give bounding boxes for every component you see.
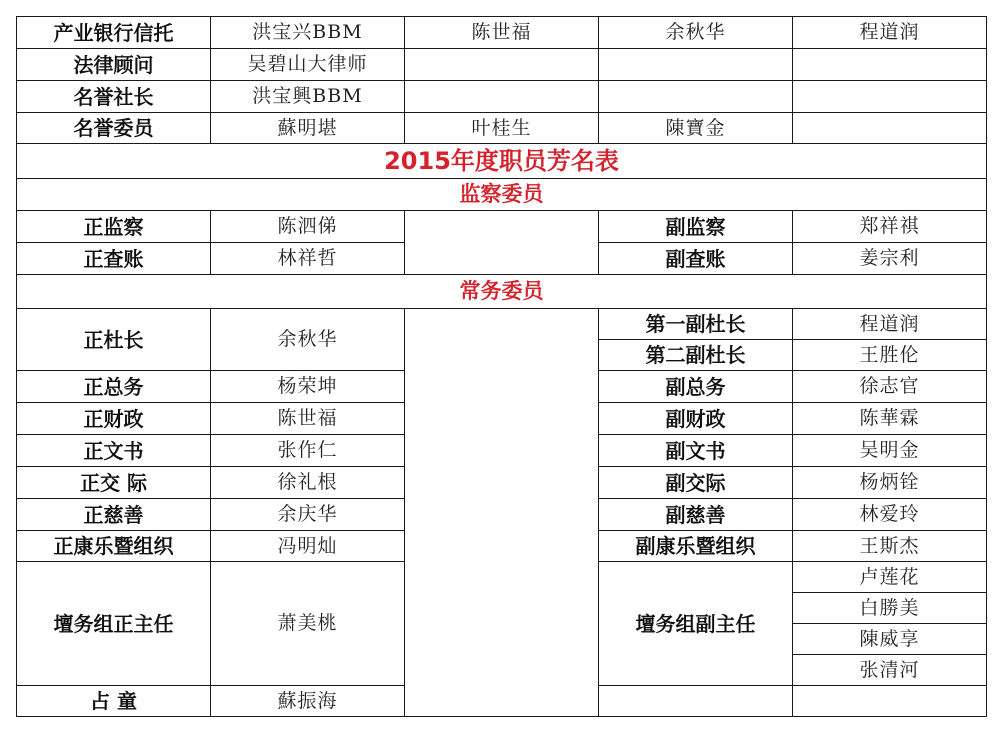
- name-cell: 吴碧山大律师: [211, 49, 405, 81]
- role-label: 副监察: [599, 211, 793, 243]
- role-label: 正杜长: [17, 309, 211, 371]
- name-cell: [793, 81, 987, 113]
- name-cell: 余庆华: [211, 499, 405, 531]
- name-cell: [599, 81, 793, 113]
- name-cell: 陈華霖: [793, 403, 987, 435]
- name-cell: 洪宝興BBM: [211, 81, 405, 113]
- name-cell: 陳寶金: [599, 113, 793, 144]
- name-cell: 蘇明堪: [211, 113, 405, 144]
- role-label: 正总务: [17, 371, 211, 403]
- section-heading-standing: 常务委员: [17, 275, 987, 309]
- row-label: 产业银行信托: [17, 17, 211, 49]
- empty-cell: [793, 686, 987, 717]
- name-cell: 郑祥祺: [793, 211, 987, 243]
- name-cell: 林祥哲: [211, 243, 405, 275]
- name-cell: 程道润: [793, 309, 987, 340]
- name-cell: 陈世福: [211, 403, 405, 435]
- role-label: 正康乐暨组织: [17, 531, 211, 562]
- empty-cell: [405, 211, 599, 275]
- name-cell: 程道润: [793, 17, 987, 49]
- table-row: [17, 17, 987, 49]
- name-cell: [405, 81, 599, 113]
- empty-cell: [599, 686, 793, 717]
- name-cell: 陈泗俤: [211, 211, 405, 243]
- name-cell: [599, 49, 793, 81]
- roster-table: [16, 16, 987, 717]
- role-label: 副总务: [599, 371, 793, 403]
- name-cell: 王胜伦: [793, 340, 987, 371]
- table-row: [17, 309, 987, 340]
- page-title: 2015年度职员芳名表: [17, 144, 987, 179]
- table-row: [17, 49, 987, 81]
- name-cell: 姜宗利: [793, 243, 987, 275]
- table-row: [17, 211, 987, 243]
- role-label: 壇务组正主任: [17, 562, 211, 686]
- name-cell: 林爱玲: [793, 499, 987, 531]
- name-cell: 陈世福: [405, 17, 599, 49]
- role-label: 正财政: [17, 403, 211, 435]
- table-row: [17, 81, 987, 113]
- name-cell: 余秋华: [599, 17, 793, 49]
- role-label: 正监察: [17, 211, 211, 243]
- name-cell: 萧美桃: [211, 562, 405, 686]
- role-label: 正查账: [17, 243, 211, 275]
- role-label: 占 童: [17, 686, 211, 717]
- row-label: 法律顾问: [17, 49, 211, 81]
- name-cell: 张清河: [793, 655, 987, 686]
- table-row: [17, 275, 987, 309]
- row-label: 名誉委员: [17, 113, 211, 144]
- role-label: 副康乐暨组织: [599, 531, 793, 562]
- name-cell: 陳威享: [793, 624, 987, 655]
- row-label: 名誉社长: [17, 81, 211, 113]
- name-cell: 吴明金: [793, 435, 987, 467]
- name-cell: 余秋华: [211, 309, 405, 371]
- name-cell: 张作仁: [211, 435, 405, 467]
- role-label: 副财政: [599, 403, 793, 435]
- role-label: 第一副杜长: [599, 309, 793, 340]
- section-heading-supervisory: 监察委员: [17, 179, 987, 211]
- name-cell: 杨炳铨: [793, 467, 987, 499]
- role-label: 第二副杜长: [599, 340, 793, 371]
- role-label: 副交际: [599, 467, 793, 499]
- name-cell: 杨荣坤: [211, 371, 405, 403]
- role-label: 正交 际: [17, 467, 211, 499]
- table-row: [17, 144, 987, 179]
- role-label: 副查账: [599, 243, 793, 275]
- name-cell: [793, 49, 987, 81]
- name-cell: 叶桂生: [405, 113, 599, 144]
- name-cell: 王斯杰: [793, 531, 987, 562]
- name-cell: 卢莲花: [793, 562, 987, 593]
- role-label: 正文书: [17, 435, 211, 467]
- name-cell: 蘇振海: [211, 686, 405, 717]
- table-row: [17, 179, 987, 211]
- role-label: 正慈善: [17, 499, 211, 531]
- role-label: 壇务组副主任: [599, 562, 793, 686]
- role-label: 副慈善: [599, 499, 793, 531]
- name-cell: 洪宝兴BBM: [211, 17, 405, 49]
- name-cell: 徐礼根: [211, 467, 405, 499]
- role-label: 副文书: [599, 435, 793, 467]
- name-cell: 白勝美: [793, 593, 987, 624]
- name-cell: [405, 49, 599, 81]
- table-row: [17, 113, 987, 144]
- name-cell: 冯明灿: [211, 531, 405, 562]
- name-cell: [793, 113, 987, 144]
- name-cell: 徐志官: [793, 371, 987, 403]
- empty-cell: [405, 309, 599, 717]
